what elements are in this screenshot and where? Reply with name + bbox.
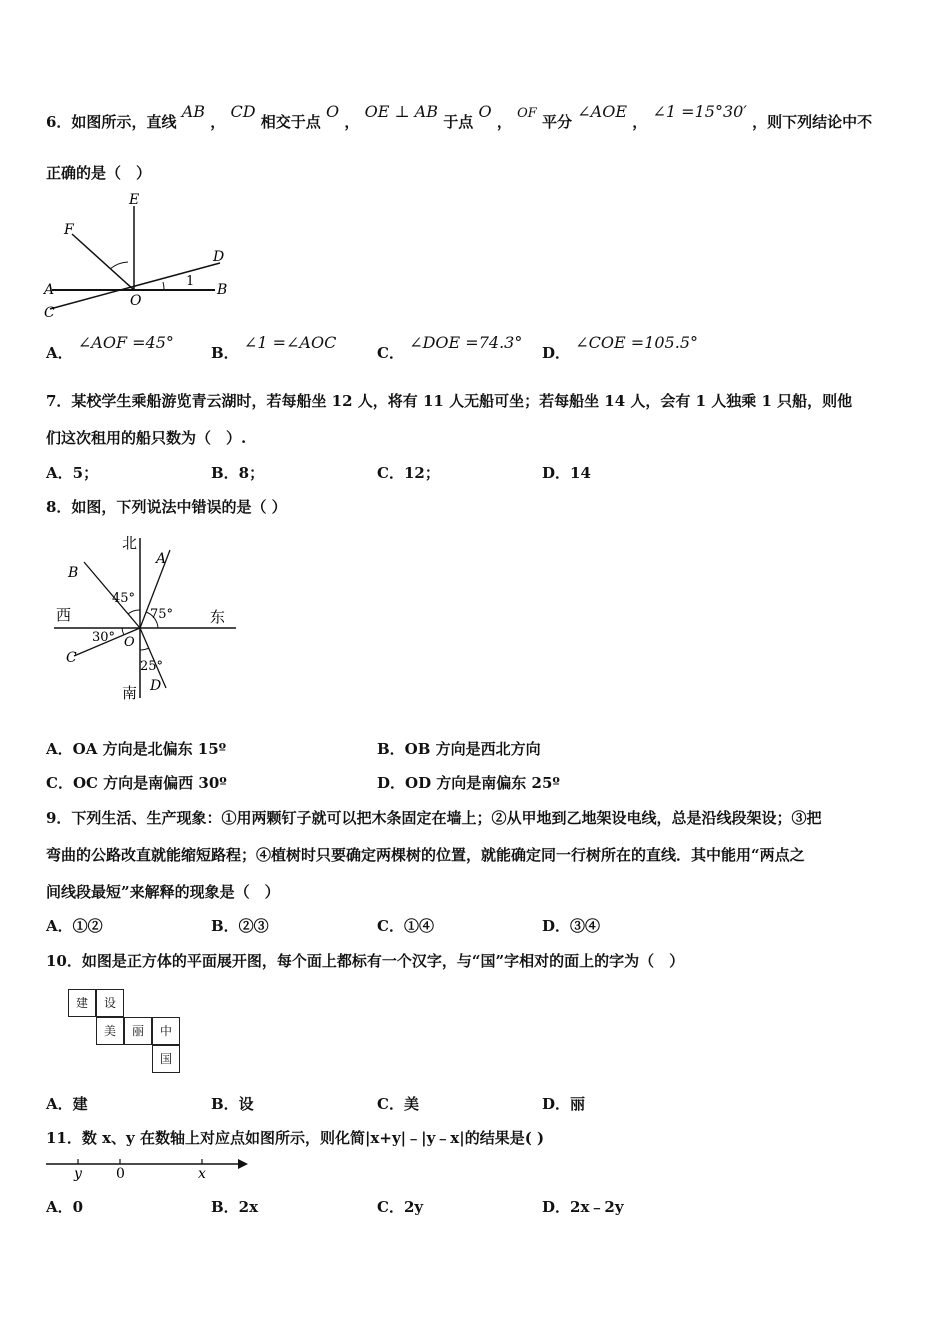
q8-label-75: 75° — [150, 607, 174, 622]
q6-angle-aoe: ∠AOE — [577, 102, 628, 121]
q6-line-cd: CD — [230, 102, 256, 121]
q7-option-d: D．14 — [542, 464, 591, 482]
q9-stem-line3: 间线段最短”来解释的现象是（ ） — [46, 883, 280, 901]
q6-option-c-letter: C． — [377, 344, 404, 362]
q9-option-d: D．③④ — [542, 917, 601, 935]
q11-label-y: y — [74, 1166, 82, 1182]
q6-text-2: 相交于点 — [260, 113, 321, 131]
q8-label-b: B — [68, 565, 79, 581]
q8-label-45: 45° — [112, 591, 136, 606]
q11-label-x: x — [198, 1166, 206, 1182]
q6-text-5: ，则下列结论中不 — [752, 113, 873, 131]
q10-face-zhong: 中 — [152, 1017, 180, 1045]
q7-stem-line1: 7．某校学生乘船游览青云湖时，若每船坐 12 人，将有 11 人无船可坐；若每船坐 14 人，会有 1 人独乘 1 只船，则他 — [46, 392, 853, 410]
q8-label-west: 西 — [56, 606, 72, 624]
q8-arc-45 — [128, 610, 140, 614]
q8-label-east: 东 — [210, 608, 226, 626]
q6-option-a — [46, 333, 174, 363]
q6-comma-2: ， — [344, 113, 360, 131]
q10-option-a: A．建 — [46, 1095, 88, 1113]
q8-arc-30 — [122, 628, 124, 635]
q6-stem-line2: 正确的是（ ） — [46, 164, 152, 182]
q10-stem-line1: 10．如图是正方体的平面展开图，每个面上都标有一个汉字，与“国”字相对的面上的字为（ ） — [46, 952, 685, 970]
q6-option-d-expr: ∠COE =105.5° — [575, 333, 698, 352]
q7-option-c: C．12； — [377, 464, 440, 482]
q8-option-d: D．OD 方向是南偏东 25º — [377, 774, 560, 792]
q6-option-b — [211, 333, 337, 363]
q10-face-guo: 国 — [152, 1045, 180, 1073]
q8-compass-figure — [48, 528, 248, 708]
q6-option-d-letter: D． — [542, 344, 571, 362]
q10-cube-net — [68, 989, 188, 1079]
q10-face-mei: 美 — [96, 1017, 124, 1045]
q11-stem-line1: 11．数 x、y 在数轴上对应点如图所示，则化简|x+y|﹣|y﹣x|的结果是( ) — [46, 1129, 545, 1147]
q11-axis-arrow — [238, 1159, 248, 1169]
q8-stem-line1: 8．如图，下列说法中错误的是（ ） — [46, 498, 287, 516]
q6-label-d: D — [213, 249, 225, 265]
q6-option-c-expr: ∠DOE =74.3° — [409, 333, 523, 352]
q6-text-3: 于点 — [443, 113, 474, 131]
q8-label-o: O — [124, 635, 135, 650]
q9-option-c: C．①④ — [377, 917, 434, 935]
q6-label-c: C — [44, 305, 55, 321]
q10-option-b: B．设 — [211, 1095, 254, 1113]
q10-face-jian: 建 — [68, 989, 96, 1017]
q6-angle-1: ∠1 =15°30′ — [652, 102, 747, 121]
q8-label-30: 30° — [92, 630, 116, 645]
q6-label-e: E — [129, 192, 140, 208]
q6-label-1: 1 — [186, 274, 195, 289]
q7-stem-line2: 们这次租用的船只数为（ ）. — [46, 429, 247, 447]
q6-figure — [40, 190, 240, 325]
q9-option-b: B．②③ — [211, 917, 269, 935]
q6-oe-perp-ab: OE ⊥ AB — [364, 102, 438, 121]
q6-option-b-expr: ∠1 =∠AOC — [243, 333, 337, 352]
q8-label-d: D — [150, 678, 162, 694]
q6-point-o: O — [326, 102, 340, 121]
q11-number-line — [44, 1154, 254, 1184]
q10-face-she: 设 — [96, 989, 124, 1017]
q6-comma-4: ， — [632, 113, 648, 131]
q6-label-o: O — [130, 293, 142, 309]
q6-line-ab: AB — [181, 102, 205, 121]
q6-ray-of: OF — [517, 106, 537, 121]
q6-angle-arc — [110, 262, 128, 269]
q10-option-c: C．美 — [377, 1095, 419, 1113]
q10-face-li: 丽 — [124, 1017, 152, 1045]
q6-stem-line1 — [46, 102, 873, 134]
q10-option-d: D．丽 — [542, 1095, 586, 1113]
q8-label-c: C — [66, 650, 77, 666]
q8-label-a: A — [156, 551, 167, 567]
q9-stem-line2: 弯曲的公路改直就能缩短路程；④植树时只要确定两棵树的位置，就能确定同一行树所在的直线．其中能用“两点之 — [46, 846, 805, 864]
q6-option-b-letter: B． — [211, 344, 239, 362]
q8-label-25: 25° — [140, 659, 164, 674]
q11-label-zero: 0 — [116, 1166, 125, 1182]
q11-option-c: C．2y — [377, 1198, 424, 1216]
q6-option-a-expr: ∠AOF =45° — [77, 333, 174, 352]
q6-label-a: A — [44, 282, 55, 298]
q6-text-1: 6．如图所示，直线 — [46, 113, 177, 131]
q8-option-b: B．OB 方向是西北方向 — [377, 740, 541, 758]
q8-label-north: 北 — [122, 534, 138, 552]
q6-option-d — [542, 333, 698, 363]
q6-option-a-letter: A． — [46, 344, 73, 362]
q6-angle1-arc — [163, 282, 164, 290]
q7-option-b: B．8； — [211, 464, 265, 482]
q11-option-d: D．2x﹣2y — [542, 1198, 624, 1216]
q11-option-a: A．0 — [46, 1198, 84, 1216]
q8-option-a: A．OA 方向是北偏东 15º — [46, 740, 227, 758]
q6-point-o-2: O — [478, 102, 492, 121]
q6-text-4: 平分 — [542, 113, 573, 131]
q6-comma-3: ， — [496, 113, 512, 131]
q8-option-c: C．OC 方向是南偏西 30º — [46, 774, 227, 792]
q6-label-b: B — [217, 282, 228, 298]
q6-comma: ， — [210, 113, 226, 131]
q9-stem-line1: 9．下列生活、生产现象：①用两颗钉子就可以把木条固定在墙上；②从甲地到乙地架设电线，总是沿线段架设；③把 — [46, 809, 822, 827]
q9-option-a: A．①② — [46, 917, 103, 935]
q8-arc-25 — [140, 648, 149, 650]
q6-option-c — [377, 333, 523, 363]
q6-label-f: F — [64, 222, 74, 238]
q7-option-a: A．5； — [46, 464, 99, 482]
q11-option-b: B．2x — [211, 1198, 259, 1216]
q8-label-south: 南 — [122, 684, 138, 702]
